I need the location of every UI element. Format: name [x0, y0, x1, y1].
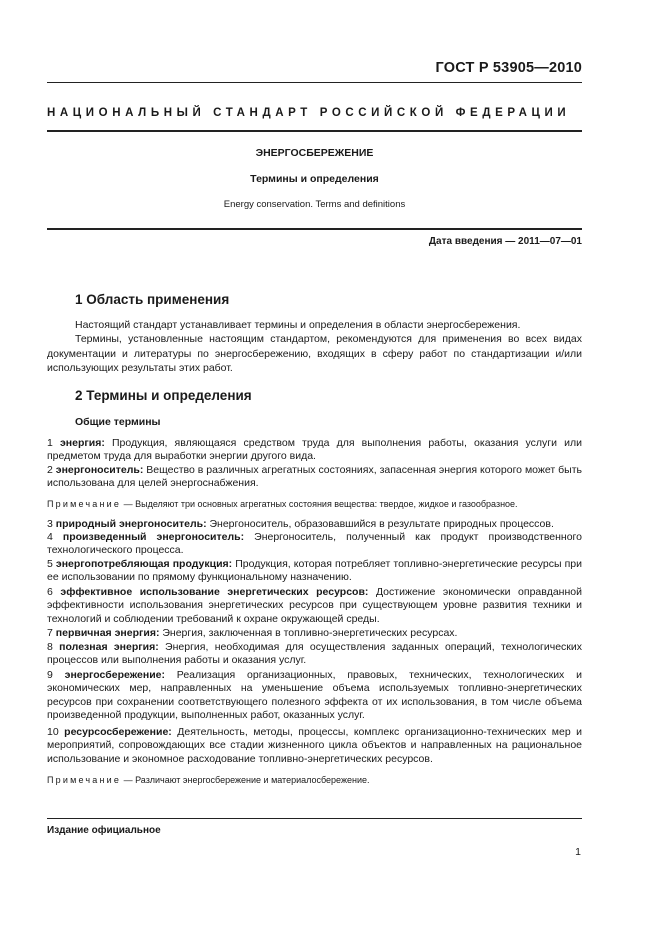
national-standard-heading: НАЦИОНАЛЬНЫЙ СТАНДАРТ РОССИЙСКОЙ ФЕДЕРАЦИИ [47, 107, 571, 119]
term-name: эффективное использование энергетических ресурсов: [60, 586, 369, 598]
term-definition: Продукция, которая потребляет топливно-энергетические ресурсы при ее использовании по прямому функциональному назначению. [47, 558, 582, 584]
term-definition: Продукция, являющаяся средством труда для выполнения работы, оказания услуги или предметом труда для выработки энергии другого вида. [47, 437, 582, 463]
term-number: 6 [47, 586, 53, 598]
term-9 [47, 669, 582, 723]
term-number: 4 [47, 531, 53, 543]
header-divider [47, 82, 582, 83]
section-1-paragraph-2: Термины, установленные настоящим стандартом, рекомендуются для применения во всех видах документации и литературы по энергосбережению, входящих в сферу работ по стандартизации и/или использующих результаты этих работ. [47, 333, 582, 375]
term-definition: Энергоноситель, полученный как продукт производственного технологического процесса. [47, 531, 582, 557]
term-name: энергия: [59, 437, 105, 449]
note-1 [47, 498, 582, 510]
term-8 [47, 641, 582, 668]
introduction-date: Дата введения — 2011—07—01 [428, 236, 582, 247]
page-number: 1 [575, 846, 581, 858]
term-1 [47, 437, 582, 464]
term-definition: Реализация организационных, правовых, технических, технологических и экономических мер, направленных на уменьшение объема используемых топливно-энергетических ресурсов при сохранении соответствующего полезного эффекта от их использования, в том числе объема произведенной продукции, выполненных работ, оказанных услуг. [47, 669, 582, 722]
note-label: Примечание [47, 775, 122, 785]
section-2-heading: 2 Термины и определения [75, 388, 252, 403]
term-name: произведенный энергоноситель: [62, 531, 245, 543]
term-2 [47, 464, 582, 491]
term-name: первичная энергия: [55, 627, 160, 639]
term-5 [47, 558, 582, 585]
term-name: природный энергоноситель: [55, 518, 207, 530]
term-number: 7 [47, 627, 53, 639]
term-definition: Вещество в различных агрегатных состояниях, запасенная энергия которого может быть использована для целей энергоснабжения. [47, 464, 582, 490]
term-name: энергоноситель: [55, 464, 144, 476]
term-definition: Энергоноситель, образовавшийся в результате природных процессов. [206, 518, 554, 530]
term-name: энергосбережение: [64, 669, 165, 681]
term-number: 8 [47, 641, 53, 653]
header-thick-rule [47, 130, 582, 132]
term-name: ресурсосбережение: [64, 726, 172, 738]
term-10 [47, 726, 582, 766]
gost-number: ГОСТ Р 53905—2010 [435, 60, 582, 76]
term-name: полезная энергия: [59, 641, 159, 653]
term-6 [47, 586, 582, 626]
term-7 [47, 627, 582, 640]
footer-rule [47, 818, 582, 819]
term-number: 10 [47, 726, 59, 738]
term-name: энергопотребляющая продукция: [55, 558, 233, 570]
term-4 [47, 531, 582, 558]
note-text: — Выделяют три основных агрегатных состояния вещества: твердое, жидкое и газообразное. [121, 499, 518, 509]
official-edition-label: Издание официальное [47, 825, 161, 836]
note-2 [47, 774, 582, 786]
section-1-paragraph-1: Настоящий стандарт устанавливает термины и определения в области энергосбережения. [75, 319, 521, 331]
term-definition: Энергия, заключенная в топливно-энергетических ресурсах. [159, 627, 458, 639]
term-3 [47, 518, 582, 531]
title-thick-rule [47, 228, 582, 230]
term-number: 9 [47, 669, 53, 681]
term-number: 3 [47, 518, 53, 530]
term-number: 5 [47, 558, 53, 570]
term-definition: Энергия, необходимая для осуществления заданных операций, технологических процессов или выполнения работы и оказания услуг. [47, 641, 582, 667]
general-terms-subheading: Общие термины [75, 416, 161, 428]
english-title: Energy conservation. Terms and definitions [223, 199, 406, 210]
term-number: 1 [47, 437, 53, 449]
term-definition: Достижение экономически оправданной эффективности использования энергетических ресурсов при существующем уровне развития техники и технологий и соблюдении требований к охране окружающей среды. [47, 586, 582, 625]
section-1-heading: 1 Область применения [75, 292, 230, 307]
note-label: Примечание [47, 499, 122, 509]
document-subtitle: Термины и определения [250, 173, 379, 185]
term-definition: Деятельность, методы, процессы, комплекс организационно-технических мер и мероприятий, сопровождающих все стадии жизненного цикла объектов и направленных на рациональное использование и экономное расходование топливно-энергетических ресурсов. [47, 726, 582, 765]
note-text: — Различают энергосбережение и материалосбережение. [121, 775, 370, 785]
document-title: ЭНЕРГОСБЕРЕЖЕНИЕ [255, 147, 374, 159]
term-number: 2 [47, 464, 53, 476]
